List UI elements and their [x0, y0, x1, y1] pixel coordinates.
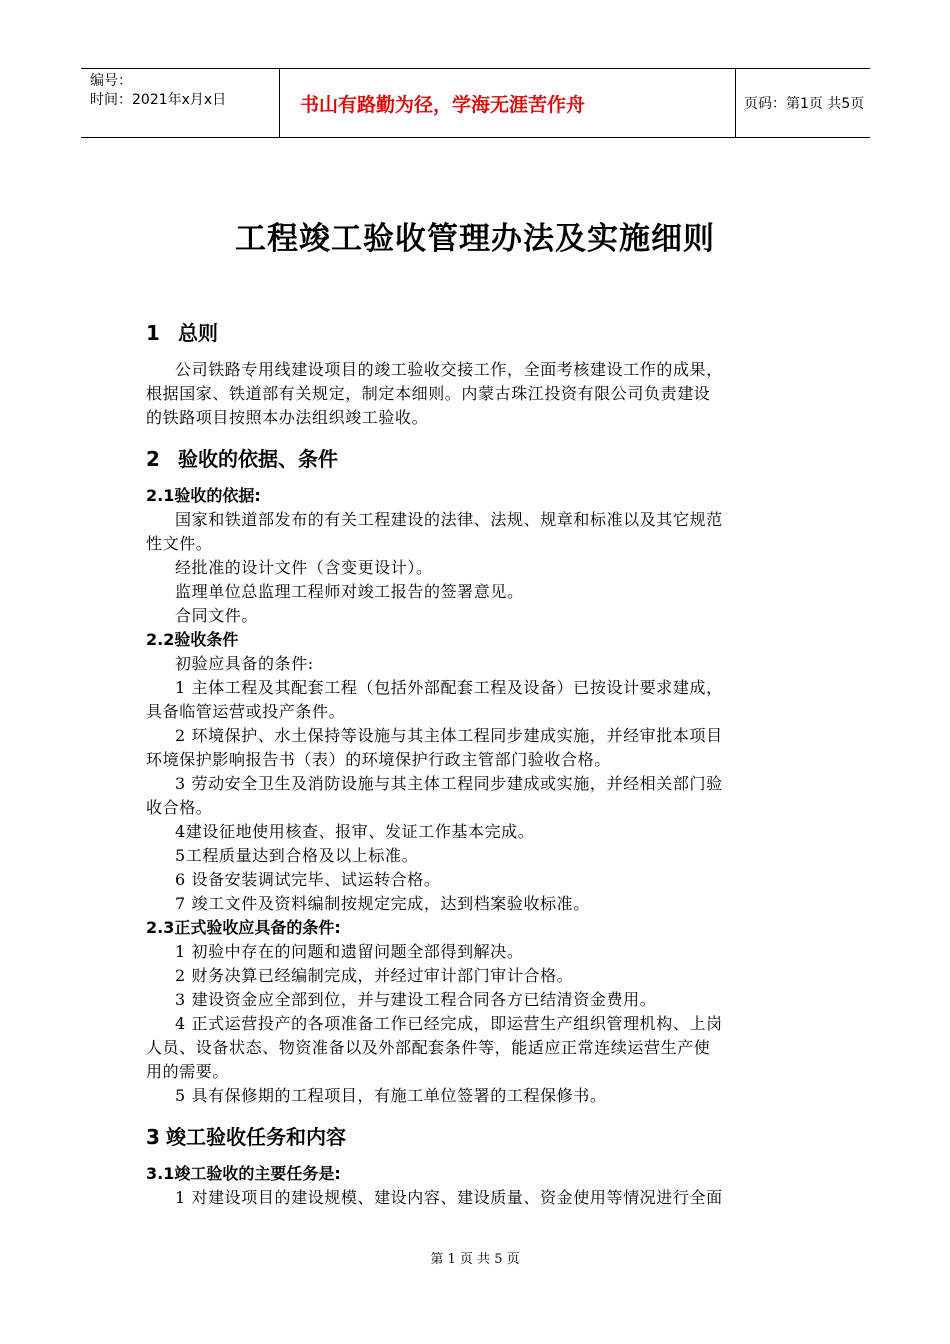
paragraph: 5工程质量达到合格及以上标准。: [175, 846, 419, 865]
section-title: 总则: [178, 321, 218, 345]
header-meta-cell: [81, 69, 280, 137]
document-header: [81, 68, 870, 138]
paragraph: 3 建设资金应全部到位，并与建设工程合同各方已结清资金费用。: [175, 990, 657, 1009]
header-page-info: 页码：第1页 共5页: [744, 96, 865, 112]
paragraph: 3 劳动安全卫生及消防设施与其主体工程同步建成或实施，并经相关部门验: [175, 774, 723, 793]
paragraph: 监理单位总监理工程师对竣工报告的签署意见。: [175, 582, 524, 601]
paragraph: 用的需要。: [146, 1062, 230, 1081]
page-footer: 第 1 页 共 5 页: [430, 1252, 520, 1267]
paragraph: 人员、设备状态、物资准备以及外部配套条件等，能适应正常连续运营生产使: [146, 1038, 711, 1057]
section-title: 竣工验收任务和内容: [166, 1125, 346, 1149]
paragraph: 环境保护影响报告书（表）的环境保护行政主管部门验收合格。: [146, 750, 611, 769]
paragraph: 1 初验中存在的问题和遗留问题全部得到解决。: [175, 942, 524, 961]
section-2-heading: [146, 444, 810, 474]
paragraph: 合同文件。: [175, 606, 259, 625]
paragraph: 经批准的设计文件（含变更设计）。: [175, 558, 433, 577]
document-body: [146, 318, 810, 1210]
paragraph: 根据国家、铁道部有关规定，制定本细则。内蒙古珠江投资有限公司负责建设: [146, 384, 711, 403]
time-label: 时间：2021年x月x日: [90, 92, 227, 108]
subsection-2-3-heading: 2.3正式验收应具备的条件:: [146, 918, 341, 937]
section-number: 1: [146, 321, 160, 345]
section-1-heading: [146, 318, 810, 348]
paragraph: 4 正式运营投产的各项准备工作已经完成，即运营生产组织管理机构、上岗: [175, 1014, 723, 1033]
subsection-2-2-heading: 2.2验收条件: [146, 630, 239, 649]
paragraph: 7 竣工文件及资料编制按规定完成，达到档案验收标准。: [175, 894, 590, 913]
paragraph: 2 财务决算已经编制完成，并经过审计部门审计合格。: [175, 966, 574, 985]
paragraph: 的铁路项目按照本办法组织竣工验收。: [146, 408, 429, 427]
paragraph: 1 主体工程及其配套工程（包括外部配套工程及设备）已按设计要求建成，: [175, 678, 723, 697]
paragraph: 1 对建设项目的建设规模、建设内容、建设质量、资金使用等情况进行全面: [175, 1188, 723, 1207]
paragraph: 性文件。: [146, 534, 213, 553]
paragraph: 4建设征地使用核查、报审、发证工作基本完成。: [175, 822, 535, 841]
subsection-3-1-heading: 3.1竣工验收的主要任务是:: [146, 1164, 341, 1183]
paragraph: 6 设备安装调试完毕、试运转合格。: [175, 870, 441, 889]
subsection-2-1-heading: 2.1验收的依据:: [146, 486, 261, 505]
document-title: 工程竣工验收管理办法及实施细则: [235, 221, 715, 257]
paragraph: 初验应具备的条件:: [175, 654, 314, 673]
section-3-heading: [146, 1122, 810, 1152]
paragraph: 具备临管运营或投产条件。: [146, 702, 346, 721]
section-number: 2: [146, 447, 160, 471]
header-motto: 书山有路勤为径，学海无涯苦作舟: [280, 69, 736, 137]
paragraph: 收合格。: [146, 798, 213, 817]
paragraph: 国家和铁道部发布的有关工程建设的法律、法规、规章和标准以及其它规范: [175, 510, 723, 529]
section-title: 验收的依据、条件: [178, 447, 338, 471]
paragraph: 2 环境保护、水土保持等设施与其主体工程同步建成实施，并经审批本项目: [175, 726, 723, 745]
paragraph: 5 具有保修期的工程项目，有施工单位签署的工程保修书。: [175, 1086, 607, 1105]
section-number: 3: [146, 1125, 160, 1149]
number-label: 编号：: [90, 73, 132, 89]
paragraph: 公司铁路专用线建设项目的竣工验收交接工作，全面考核建设工作的成果，: [175, 360, 723, 379]
